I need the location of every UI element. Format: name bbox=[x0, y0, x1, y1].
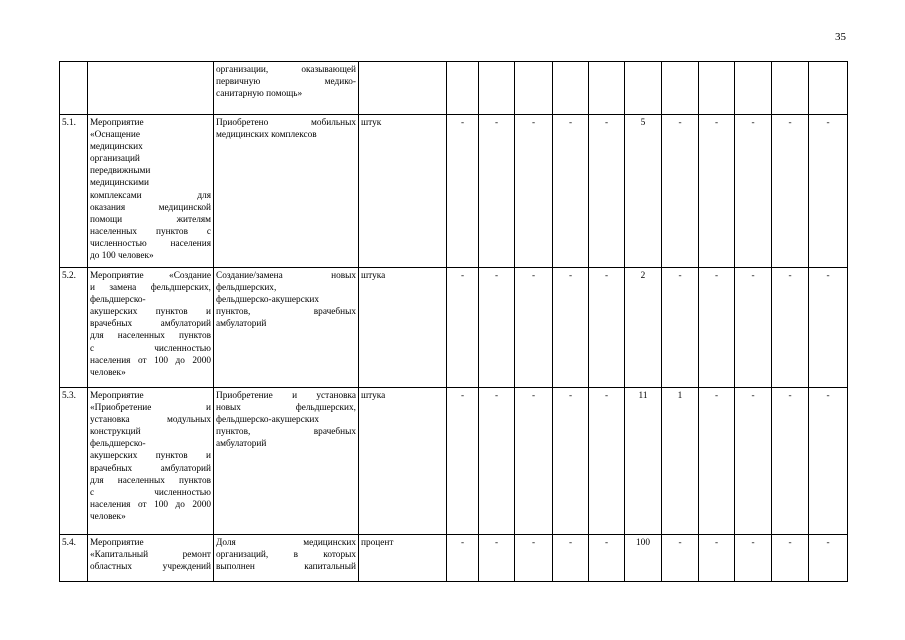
value-cell: - bbox=[479, 388, 515, 535]
event-text-line: передвижными bbox=[90, 166, 151, 177]
value-cell bbox=[589, 62, 625, 115]
value-cell: 100 bbox=[625, 535, 662, 582]
value-cell bbox=[447, 62, 479, 115]
result-text-line: новых фельдшерских, bbox=[216, 403, 356, 414]
value-cell: - bbox=[699, 268, 735, 388]
value-cell: - bbox=[809, 535, 848, 582]
unit-cell: штука bbox=[359, 268, 447, 388]
result-cell bbox=[214, 115, 359, 268]
value-cell: - bbox=[699, 535, 735, 582]
value-cell bbox=[809, 62, 848, 115]
unit-cell: процент bbox=[359, 535, 447, 582]
event-text-line: установка модульных bbox=[90, 415, 211, 426]
value-cell: - bbox=[515, 115, 553, 268]
event-text-line: человек» bbox=[90, 367, 126, 378]
value-cell bbox=[515, 62, 553, 115]
value-cell: - bbox=[735, 115, 772, 268]
unit-cell: штук bbox=[359, 115, 447, 268]
event-text-line: человек» bbox=[90, 511, 126, 522]
event-text-line: «Приобретение и bbox=[90, 403, 211, 414]
value-cell: - bbox=[515, 268, 553, 388]
value-cell: - bbox=[479, 115, 515, 268]
value-cell: - bbox=[553, 388, 589, 535]
result-cell bbox=[214, 388, 359, 535]
event-text-line: помощи жителям bbox=[90, 214, 211, 225]
event-cell bbox=[88, 535, 214, 582]
value-cell: - bbox=[809, 268, 848, 388]
value-cell bbox=[772, 62, 809, 115]
value-cell bbox=[553, 62, 589, 115]
event-text-line: с численностью bbox=[90, 487, 211, 498]
value-cell bbox=[699, 62, 735, 115]
event-text-line: фельдшерско- bbox=[90, 439, 146, 450]
value-cell: - bbox=[553, 268, 589, 388]
event-text-line: Мероприятие bbox=[90, 538, 144, 548]
value-cell: - bbox=[772, 535, 809, 582]
unit-cell: штука bbox=[359, 388, 447, 535]
result-text-line: выполнен капитальный bbox=[216, 562, 356, 573]
value-cell: - bbox=[662, 535, 699, 582]
value-cell: - bbox=[772, 268, 809, 388]
event-text-line: Мероприятие bbox=[90, 391, 144, 401]
result-text-line: амбулаторий bbox=[216, 319, 267, 330]
event-text-line: областных учреждений bbox=[90, 562, 211, 573]
value-cell: - bbox=[772, 388, 809, 535]
table-row bbox=[60, 535, 848, 582]
row-number: 5.4. bbox=[60, 535, 88, 582]
value-cell bbox=[479, 62, 515, 115]
event-text-line: «Капитальный ремонт bbox=[90, 550, 211, 561]
value-cell: - bbox=[447, 115, 479, 268]
event-text-line: Мероприятие «Создание bbox=[90, 271, 211, 281]
value-cell: - bbox=[515, 388, 553, 535]
result-text-line: Создание/замена новых bbox=[216, 271, 356, 281]
value-cell: - bbox=[809, 388, 848, 535]
result-text-line: первичную медико- bbox=[216, 77, 356, 88]
value-cell: 2 bbox=[625, 268, 662, 388]
event-text-line: населения от 100 до 2000 bbox=[90, 499, 211, 510]
event-text-line: населенных пунктов с bbox=[90, 226, 211, 237]
page-number: 35 bbox=[835, 31, 846, 43]
event-text-line: врачебных амбулаторий bbox=[90, 463, 211, 474]
event-cell bbox=[88, 62, 214, 115]
value-cell: - bbox=[735, 388, 772, 535]
row-number: 5.3. bbox=[60, 388, 88, 535]
table-row bbox=[60, 115, 848, 268]
result-text-line: фельдшерско-акушерских bbox=[216, 415, 319, 426]
value-cell: - bbox=[589, 388, 625, 535]
value-cell: - bbox=[735, 268, 772, 388]
row-number: 5.2. bbox=[60, 268, 88, 388]
event-text-line: акушерских пунктов и bbox=[90, 451, 211, 462]
value-cell bbox=[662, 62, 699, 115]
result-text-line: амбулаторий bbox=[216, 439, 267, 450]
unit-cell bbox=[359, 62, 447, 115]
result-text-line: санитарную помощь» bbox=[216, 89, 303, 100]
value-cell: - bbox=[447, 268, 479, 388]
event-text-line: медицинских bbox=[90, 142, 143, 153]
event-text-line: медицинскими bbox=[90, 178, 149, 189]
event-text-line: до 100 человек» bbox=[90, 251, 154, 262]
value-cell: - bbox=[699, 115, 735, 268]
result-text-line: пунктов, врачебных bbox=[216, 307, 356, 318]
result-cell bbox=[214, 535, 359, 582]
event-text-line: для населенных пунктов bbox=[90, 331, 211, 342]
value-cell: - bbox=[479, 268, 515, 388]
row-number: 5.1. bbox=[60, 115, 88, 268]
event-text-line: организаций bbox=[90, 154, 140, 165]
table-row bbox=[60, 268, 848, 388]
value-cell: - bbox=[589, 115, 625, 268]
event-text-line: и замена фельдшерских, bbox=[90, 283, 211, 294]
value-cell: - bbox=[735, 535, 772, 582]
event-text-line: для населенных пунктов bbox=[90, 475, 211, 486]
result-text-line: пунктов, врачебных bbox=[216, 427, 356, 438]
value-cell bbox=[735, 62, 772, 115]
value-cell bbox=[625, 62, 662, 115]
event-text-line: конструкций bbox=[90, 427, 141, 438]
value-cell: - bbox=[479, 535, 515, 582]
result-cell bbox=[214, 62, 359, 115]
value-cell: 1 bbox=[662, 388, 699, 535]
value-cell: - bbox=[772, 115, 809, 268]
result-text-line: организации, оказывающей bbox=[216, 65, 356, 75]
result-text-line: медицинских комплексов bbox=[216, 130, 317, 141]
value-cell: 11 bbox=[625, 388, 662, 535]
value-cell: - bbox=[553, 115, 589, 268]
value-cell: - bbox=[447, 535, 479, 582]
value-cell: - bbox=[553, 535, 589, 582]
event-text-line: комплексами для bbox=[90, 190, 211, 201]
event-text-line: оказания медицинской bbox=[90, 202, 211, 213]
value-cell: - bbox=[809, 115, 848, 268]
value-cell: - bbox=[699, 388, 735, 535]
result-text-line: фельдшерско-акушерских bbox=[216, 295, 319, 306]
value-cell: - bbox=[662, 268, 699, 388]
table-row bbox=[60, 388, 848, 535]
event-cell bbox=[88, 115, 214, 268]
value-cell: - bbox=[662, 115, 699, 268]
value-cell: - bbox=[447, 388, 479, 535]
result-text-line: Приобретено мобильных bbox=[216, 118, 356, 128]
event-text-line: населения от 100 до 2000 bbox=[90, 355, 211, 366]
event-cell bbox=[88, 388, 214, 535]
event-text-line: врачебных амбулаторий bbox=[90, 319, 211, 330]
event-text-line: фельдшерско- bbox=[90, 295, 146, 306]
value-cell: 5 bbox=[625, 115, 662, 268]
result-cell bbox=[214, 268, 359, 388]
value-cell: - bbox=[515, 535, 553, 582]
row-number bbox=[60, 62, 88, 115]
result-text-line: Приобретение и установка bbox=[216, 391, 356, 401]
event-cell bbox=[88, 268, 214, 388]
event-text-line: Мероприятие bbox=[90, 118, 144, 128]
event-text-line: «Оснащение bbox=[90, 130, 140, 141]
event-text-line: акушерских пунктов и bbox=[90, 307, 211, 318]
indicators-table bbox=[59, 61, 848, 582]
result-text-line: организаций, в которых bbox=[216, 550, 356, 561]
value-cell: - bbox=[589, 268, 625, 388]
event-text-line: с численностью bbox=[90, 343, 211, 354]
value-cell: - bbox=[589, 535, 625, 582]
event-text-line: численностью населения bbox=[90, 238, 211, 249]
table-row bbox=[60, 62, 848, 115]
result-text-line: фельдшерских, bbox=[216, 283, 277, 294]
result-text-line: Доля медицинских bbox=[216, 538, 356, 548]
